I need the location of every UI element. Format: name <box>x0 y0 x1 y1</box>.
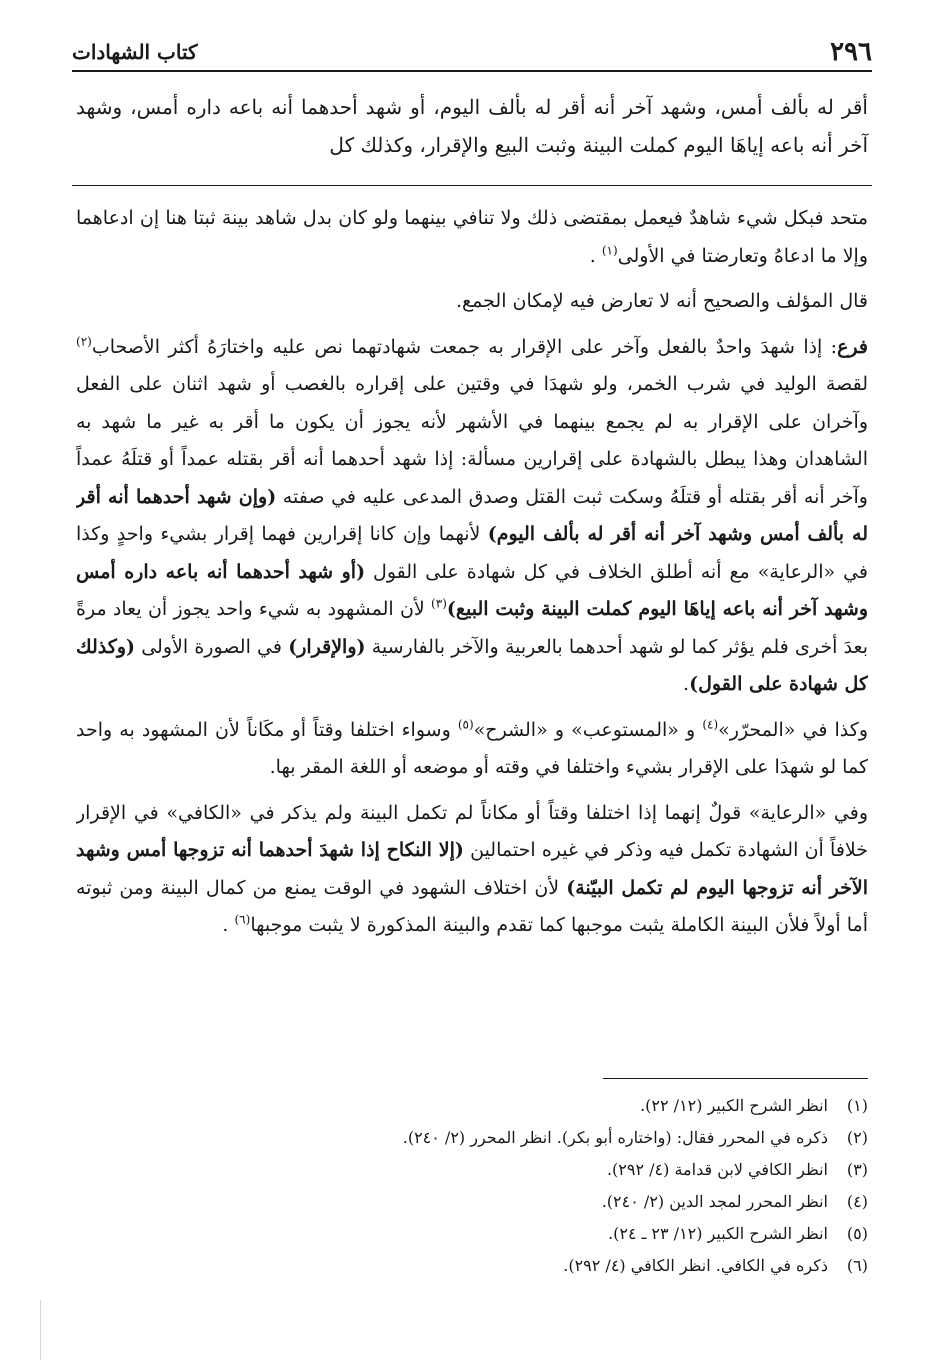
matn-text: أقر له بألف أمس، وشهد آخر أنه أقر له بألف اليوم، أو شهد أحدهما أنه باعه داره أمس، وشهد آخر أنه باعه إياهَا اليوم كملت البينة وثبت البيع والإقرار، وكذلك كل <box>76 95 868 157</box>
footnote: (٤) انظر المحرر لمجد الدين (٢/ ٢٤٠). <box>601 1192 868 1211</box>
footnote: (٥) انظر الشرح الكبير (١٢/ ٢٣ ـ ٢٤). <box>608 1224 868 1243</box>
footnote: (٣) انظر الكافي لابن قدامة (٤/ ٢٩٢). <box>606 1160 868 1179</box>
footnote-ref: (٤) <box>702 717 719 732</box>
footnote: (٦) ذكره في الكافي. انظر الكافي (٤/ ٢٩٢). <box>563 1256 868 1275</box>
far-label: فرع <box>837 335 868 358</box>
quoted-matn: (إلا النكاح إذا شهدَ أحدهما أنه تزوجها أمس وشهد الآخر أنه تزوجها اليوم لم تكمل البيّنة) <box>76 839 868 899</box>
footnote: (٢) ذكره في المحرر فقال: (واختاره أبو بكر). انظر المحرر (٢/ ٢٤٠). <box>402 1128 868 1147</box>
header-divider <box>72 70 872 72</box>
footnote-ref: (٦) <box>234 912 251 927</box>
paragraph: وفي «الرعاية» قولٌ إنهما إذا اختلفا وقتاً أو مكاناً لم تكمل البينة ولم يذكر في «الكافي» في الإقرار خلافاً أن الشهادة تكمل فيه وذكر في غيره احتمالين (إلا النكاح إذا شهدَ أحدهما أنه تزوجها أمس وشهد الآخر أنه تزوجها اليوم لم تكمل البيّنة) لأن اختلاف الشهود في الوقت يمنع من كمال البينة ومن ثبوته أما أولاً فلأن البينة الكاملة يثبت موجبها كما تقدم والبينة المذكورة لا يثبت موجبها$^{(٦)}$ . <box>76 801 868 936</box>
quoted-matn: (وكذلك كل شهادة على القول) <box>76 635 868 695</box>
commentary-body <box>76 200 868 1050</box>
quoted-matn: (أو شهد أحدهما أنه باعه داره أمس وشهد آخر أنه باعه إياهَا اليوم كملت البينة وثبت البيع) <box>76 560 868 620</box>
footnote-ref: (٣) <box>431 596 447 611</box>
paragraph: وكذا في «المحرّر»$^{(٤)}$ و «المستوعب» و «الشرح»$^{(٥)}$ وسواء اختلفا وقتاً أو مكَاناً لأن المشهود به واحد كما لو شهدَا على الإقرار بشيء واختلفا في وقته أو موضعه أو اللغة المقر بها. <box>76 717 868 778</box>
page-number: ٢٩٦ <box>830 37 872 67</box>
footnote-divider <box>603 1078 868 1079</box>
paragraph: قال المؤلف والصحيح أنه لا تعارض فيه لإمكان الجمع. <box>456 290 868 312</box>
footnotes <box>76 1090 868 1282</box>
footnote-ref: (٥) <box>457 717 474 732</box>
chapter-title: كتاب الشهادات <box>72 40 198 64</box>
footnote-ref: (١) <box>601 243 618 258</box>
running-header <box>72 34 872 70</box>
quoted-matn: (والإقرار) <box>288 635 366 658</box>
paragraph: فرع: إذا شهدَ واحدٌ بالفعل وآخر على الإقرار به جمعت شهادتهما نص عليه واختارَهُ أكثر الأصحاب$^{(٢)}$ لقصة الوليد في شرب الخمر، ولو شهدَا في وقتين على إقراره بالغصب أو شهد اثنان على الفعل وآخران على الإقرار به لم يجمع بينهما في الأشهر لأنه يجوز أن يكون ما أقر به غير ما شهد به الشاهدان وهذا يبطل بالشهادة على إقرارين مسألة: إذا شهد أحدهما أنه أقر بقتله عمداً أو قتلَهُ عمداً وآخر أنه أقر بقتله أو قتلَهُ وسكت ثبت القتل وصدق المدعى عليه في صفته (وإن شهد أحدهما أنه أقر له بألف أمس وشهد آخر أنه أقر له بألف اليوم) لأنهما وإن كانا إقرارين فهما إقرار بشيء واحدٍ وكذا في «الرعاية» مع أنه أطلق الخلاف في كل شهادة على القول (أو شهد أحدهما أنه باعه داره أمس وشهد آخر أنه باعه إياهَا اليوم كملت البينة وثبت البيع)$^{(٣)}$ لأن المشهود به شيء واحد يجوز أن يعاد مرةً بعدَ أخرى فلم يؤثر كما لو شهد أحدهما بالعربية والآخر بالفارسية (والإقرار) في الصورة الأولى (وكذلك كل شهادة على القول). <box>76 334 868 695</box>
scan-margin-line <box>40 1300 41 1360</box>
footnote-ref: (٢) <box>76 334 92 349</box>
footnote: (١) انظر الشرح الكبير (١٢/ ٢٢). <box>640 1096 868 1115</box>
quoted-matn: (وإن شهد أحدهما أنه أقر له بألف أمس وشهد آخر أنه أقر له بألف اليوم) <box>76 485 868 545</box>
matn-divider <box>72 185 872 186</box>
paragraph: متحد فبكل شيء شاهدٌ فيعمل بمقتضى ذلك ولا تنافي بينهما ولو كان بدل شاهد بينة ثبتا هنا إن ادعاهما وإلا ما ادعاهُ وتعارضتا في الأولى$^{(١)}$ . <box>76 207 868 267</box>
